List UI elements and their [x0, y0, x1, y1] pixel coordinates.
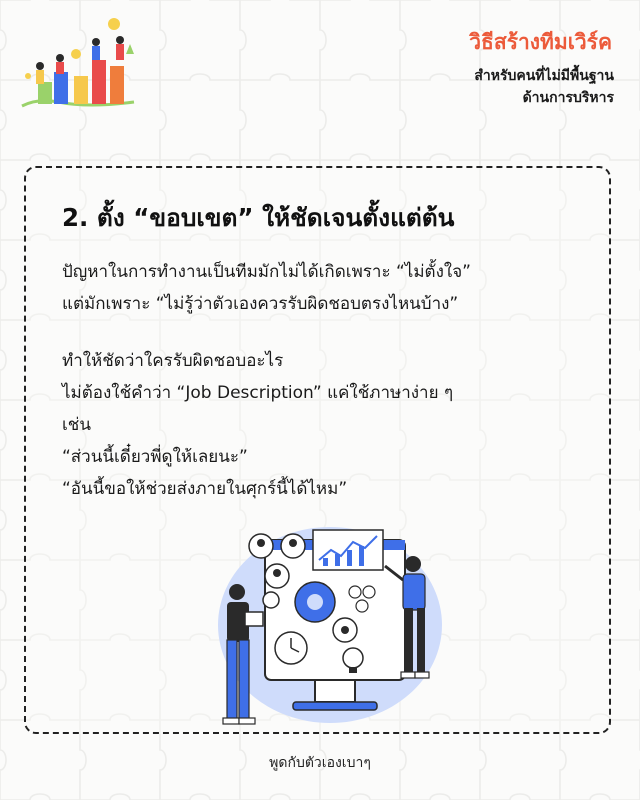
- brand-title: วิธีสร้างทีมเวิร์ค: [469, 30, 612, 54]
- paragraph-line: เช่น: [62, 415, 91, 435]
- paragraph-line: ทำให้ชัดว่าใครรับผิดชอบอะไร: [62, 351, 284, 371]
- paragraph-line: ไม่ต้องใช้คำว่า “Job Description” แค่ใช้ภาษาง่าย ๆ: [62, 383, 454, 403]
- teamwork-dashboard-illustration: [205, 520, 445, 735]
- team-growth-illustration: [18, 14, 138, 114]
- paragraph-solution: [62, 345, 582, 505]
- paragraph-line: แต่มักเพราะ “ไม่รู้ว่าตัวเองควรรับผิดชอบตรงไหนบ้าง”: [62, 294, 459, 314]
- brand-subtitle-line2: ด้านการบริหาร: [522, 89, 614, 106]
- footer-caption: พูดกับตัวเองเบาๆ: [269, 755, 371, 771]
- brand-subtitle: [474, 66, 614, 109]
- brand-subtitle-line1: สำหรับคนที่ไม่มีพื้นฐาน: [474, 68, 614, 84]
- paragraph-line: ปัญหาในการทำงานเป็นทีมมักไม่ได้เกิดเพราะ “ไม่ตั้งใจ”: [62, 262, 471, 282]
- example-quote: “อันนี้ขอให้ช่วยส่งภายในศุกร์นี้ได้ไหม”: [62, 479, 348, 499]
- paragraph-problem: [62, 256, 582, 320]
- section-heading: 2. ตั้ง “ขอบเขต” ให้ชัดเจนตั้งแต่ต้น: [62, 203, 455, 232]
- example-quote: “ส่วนนี้เดี๋ยวพี่ดูให้เลยนะ”: [62, 447, 248, 467]
